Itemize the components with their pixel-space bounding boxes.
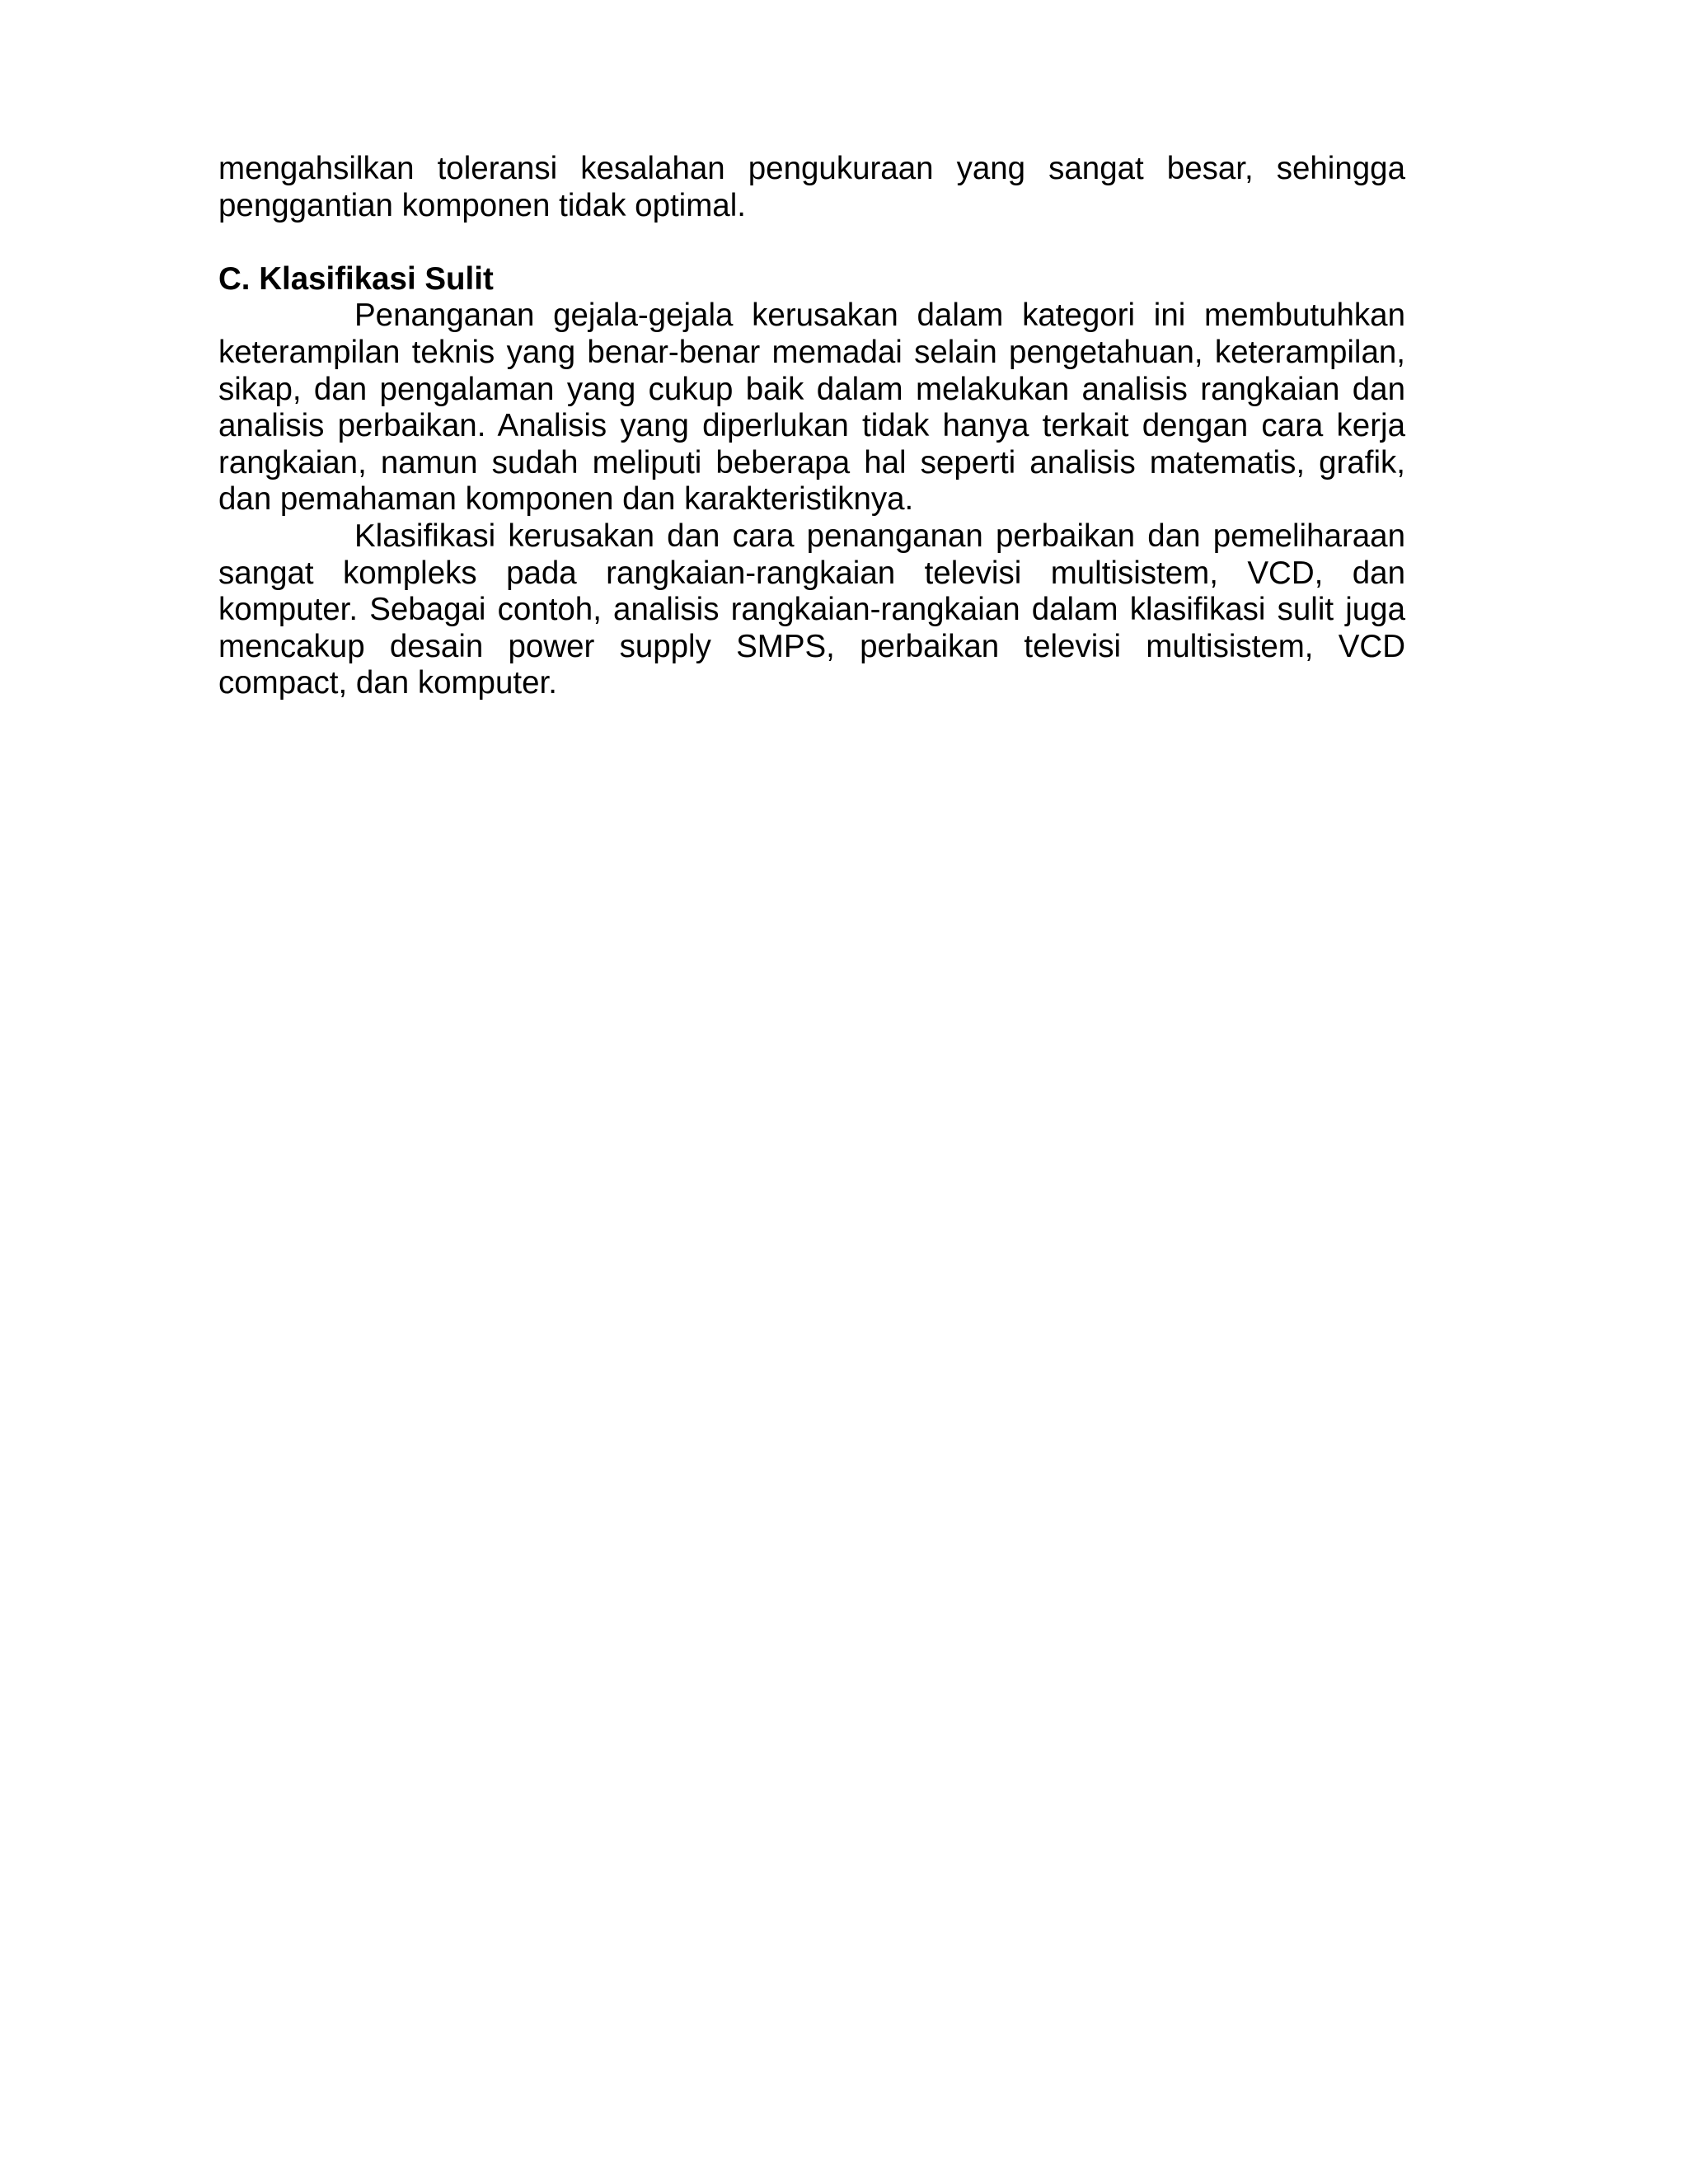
continued-paragraph: mengahsilkan toleransi kesalahan pengukuraan yang sangat besar, sehingga penggantian komponen tidak optimal. <box>218 151 1405 223</box>
document-body <box>218 151 1405 702</box>
body-paragraph-2: Klasifikasi kerusakan dan cara penanganan perbaikan dan pemeliharaan sangat kompleks pada rangkaian-rangkaian televisi multisistem, VCD, dan komputer. Sebagai contoh, analisis rangkaian-rangkaian dalam klasifikasi sulit juga mencakup desain power supply SMPS, perbaikan televisi multisistem, VCD compact, dan komputer. <box>218 518 1405 701</box>
body-paragraph-1: Penanganan gejala-gejala kerusakan dalam kategori ini membutuhkan keterampilan teknis yang benar-benar memadai selain pengetahuan, keterampilan, sikap, dan pengalaman yang cukup baik dalam melakukan analisis rangkaian dan analisis perbaikan. Analisis yang diperlukan tidak hanya terkait dengan cara kerja rangkaian, namun sudah meliputi beberapa hal seperti analisis matematis, grafik, dan pemahaman komponen dan karakteristiknya. <box>218 298 1405 518</box>
section-heading: C. Klasifikasi Sulit <box>218 260 494 297</box>
